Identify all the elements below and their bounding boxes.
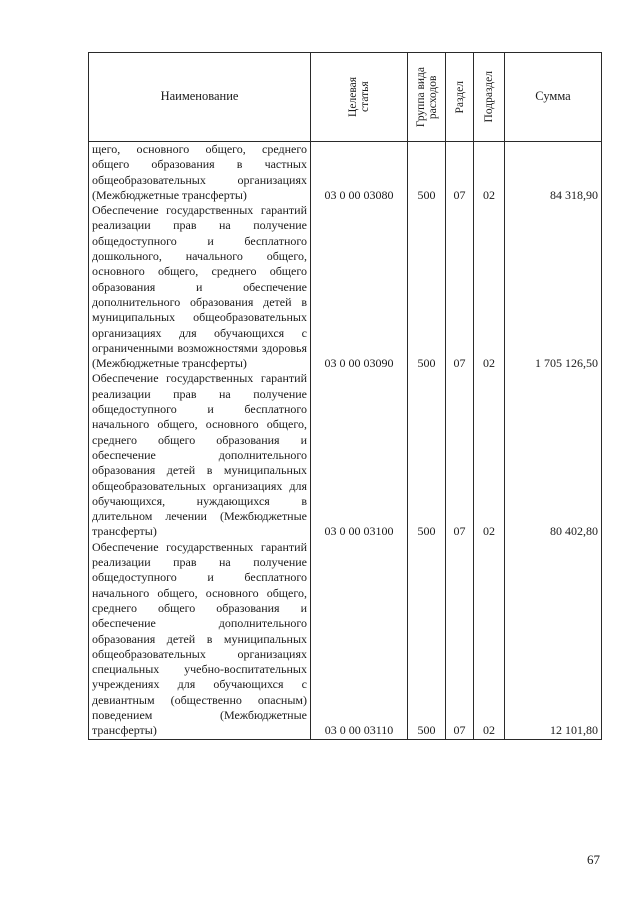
header-sum: Сумма [505,53,602,142]
header-name: Наименование [89,53,311,142]
page-number: 67 [587,852,600,867]
row-target-article: 03 0 00 03110 [311,540,408,739]
header-expense-group: Группа вида расходов [414,66,439,128]
row-name: Обеспечение государственных гарантий реализации прав на получение общедоступного и бесплатного дошкольного, начального общего, основного общего, среднего общего образования и обеспечение дополнительного образования детей в муниципальных общеобразовательных организациях для обучающихся с ограниченными возможностями здоровья (Межбюджетные трансферты) [89,203,311,371]
row-expense-group: 500 [408,203,446,371]
header-subsection: Подраздел [483,71,495,123]
budget-table [88,52,602,740]
table-header-row [89,53,602,142]
row-sum: 84 318,90 [505,142,602,204]
row-expense-group: 500 [408,371,446,539]
row-sum: 80 402,80 [505,371,602,539]
table-row [89,203,602,371]
row-section: 07 [446,203,474,371]
row-target-article: 03 0 00 03100 [311,371,408,539]
table-row [89,142,602,204]
row-name: щего, основного общего, среднего общего образования в частных общеобразовательных организациях (Межбюджетные трансферты) [89,142,311,204]
row-section: 07 [446,371,474,539]
header-section: Раздел [453,80,466,114]
header-target-article: Целевая статья [347,77,371,117]
row-name: Обеспечение государственных гарантий реализации прав на получение общедоступного и бесплатного начального общего, основного общего, среднего общего образования и обеспечение дополнительного образования детей в муниципальных общеобразовательных организациях специальных учебно-воспитательных учреждениях для обучающихся с девиантным (общественно опасным) поведением (Межбюджетные трансферты) [89,540,311,739]
table-row [89,540,602,739]
row-subsection: 02 [474,540,505,739]
row-section: 07 [446,142,474,204]
table-row [89,371,602,539]
row-subsection: 02 [474,203,505,371]
row-subsection: 02 [474,371,505,539]
row-target-article: 03 0 00 03090 [311,203,408,371]
row-expense-group: 500 [408,540,446,739]
row-sum: 1 705 126,50 [505,203,602,371]
row-target-article: 03 0 00 03080 [311,142,408,204]
row-subsection: 02 [474,142,505,204]
row-expense-group: 500 [408,142,446,204]
row-section: 07 [446,540,474,739]
row-sum: 12 101,80 [505,540,602,739]
row-name: Обеспечение государственных гарантий реализации прав на получение общедоступного и бесплатного начального общего, основного общего, среднего общего образования и обеспечение дополнительного образования детей в муниципальных общеобразовательных организациях для обучающихся, нуждающихся в длительном лечении (Межбюджетные трансферты) [89,371,311,539]
